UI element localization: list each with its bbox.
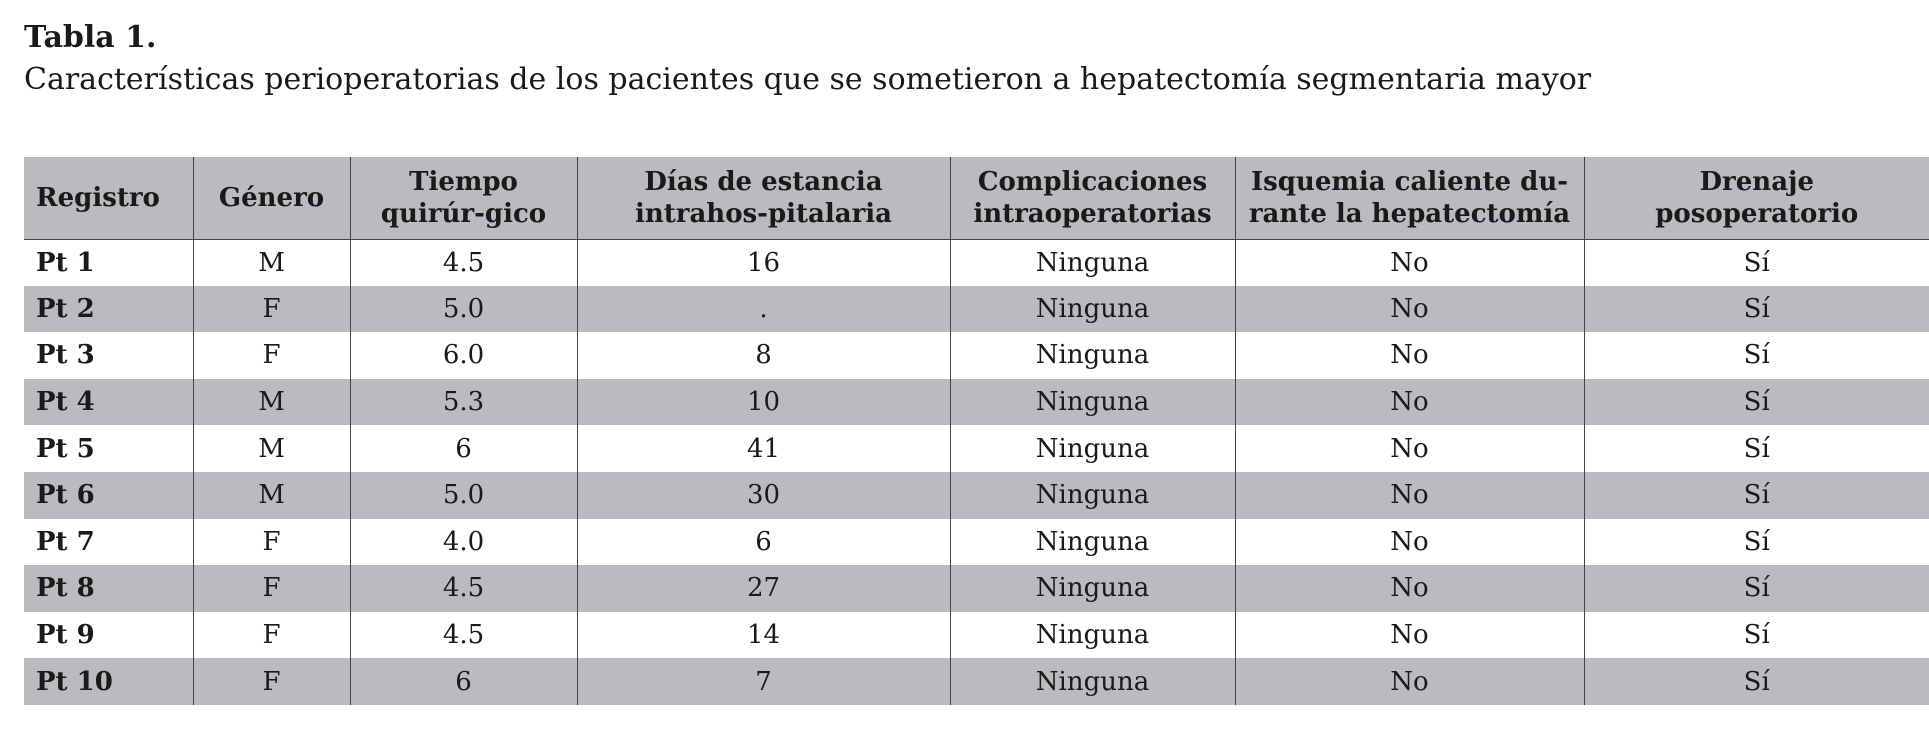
cell-complicaciones: Ninguna bbox=[950, 425, 1235, 472]
cell-registro: Pt 6 bbox=[24, 472, 193, 519]
table-row bbox=[24, 379, 1929, 426]
header-drenaje: Drenaje posoperatorio bbox=[1584, 157, 1929, 239]
cell-complicaciones: Ninguna bbox=[950, 472, 1235, 519]
cell-tiempo: 4.5 bbox=[350, 565, 577, 612]
cell-isquemia: No bbox=[1235, 425, 1584, 472]
cell-drenaje: Sí bbox=[1584, 519, 1929, 566]
header-registro: Registro bbox=[24, 157, 193, 239]
header-complicaciones: Complicaciones intraoperatorias bbox=[950, 157, 1235, 239]
cell-dias: 7 bbox=[577, 658, 950, 705]
cell-dias: 6 bbox=[577, 519, 950, 566]
cell-complicaciones: Ninguna bbox=[950, 519, 1235, 566]
cell-registro: Pt 8 bbox=[24, 565, 193, 612]
cell-dias: 30 bbox=[577, 472, 950, 519]
cell-isquemia: No bbox=[1235, 472, 1584, 519]
header-row bbox=[24, 157, 1929, 239]
cell-genero: F bbox=[193, 565, 350, 612]
cell-isquemia: No bbox=[1235, 239, 1584, 286]
cell-isquemia: No bbox=[1235, 286, 1584, 333]
cell-tiempo: 6 bbox=[350, 425, 577, 472]
cell-dias: . bbox=[577, 286, 950, 333]
cell-drenaje: Sí bbox=[1584, 239, 1929, 286]
cell-complicaciones: Ninguna bbox=[950, 239, 1235, 286]
cell-isquemia: No bbox=[1235, 519, 1584, 566]
table-row bbox=[24, 286, 1929, 333]
cell-isquemia: No bbox=[1235, 658, 1584, 705]
table-row bbox=[24, 519, 1929, 566]
cell-drenaje: Sí bbox=[1584, 565, 1929, 612]
cell-drenaje: Sí bbox=[1584, 612, 1929, 659]
cell-complicaciones: Ninguna bbox=[950, 565, 1235, 612]
cell-genero: F bbox=[193, 519, 350, 566]
cell-dias: 10 bbox=[577, 379, 950, 426]
cell-registro: Pt 2 bbox=[24, 286, 193, 333]
cell-genero: M bbox=[193, 425, 350, 472]
cell-isquemia: No bbox=[1235, 565, 1584, 612]
cell-dias: 41 bbox=[577, 425, 950, 472]
table-row bbox=[24, 612, 1929, 659]
cell-genero: F bbox=[193, 286, 350, 333]
cell-registro: Pt 7 bbox=[36, 526, 95, 557]
cell-genero: M bbox=[193, 472, 350, 519]
table-row bbox=[24, 658, 1929, 705]
table-row bbox=[24, 425, 1929, 472]
cell-genero: M bbox=[193, 239, 350, 286]
table-row bbox=[24, 332, 1929, 379]
cell-complicaciones: Ninguna bbox=[950, 612, 1235, 659]
cell-drenaje: Sí bbox=[1584, 472, 1929, 519]
header-dias-estancia: Días de estancia intrahos-pitalaria bbox=[577, 157, 950, 239]
cell-complicaciones: Ninguna bbox=[950, 332, 1235, 379]
cell-tiempo: 4.0 bbox=[350, 519, 577, 566]
caption-label: Tabla 1. bbox=[24, 20, 157, 55]
cell-drenaje: Sí bbox=[1584, 286, 1929, 333]
table-row bbox=[24, 565, 1929, 612]
cell-tiempo: 6.0 bbox=[350, 332, 577, 379]
cell-registro: Pt 1 bbox=[36, 247, 95, 278]
cell-isquemia: No bbox=[1235, 332, 1584, 379]
cell-tiempo: 4.5 bbox=[350, 239, 577, 286]
cell-tiempo: 5.3 bbox=[350, 379, 577, 426]
cell-registro: Pt 5 bbox=[36, 433, 95, 464]
cell-tiempo: 5.0 bbox=[350, 472, 577, 519]
cell-registro: Pt 9 bbox=[36, 620, 95, 651]
cell-complicaciones: Ninguna bbox=[950, 286, 1235, 333]
cell-dias: 14 bbox=[577, 612, 950, 659]
cell-isquemia: No bbox=[1235, 379, 1584, 426]
cell-genero: F bbox=[193, 612, 350, 659]
caption-title: Características perioperatorias de los pacientes que se sometieron a hepatectomía segmentaria mayor bbox=[24, 62, 1592, 97]
header-tiempo-quirurgico: Tiempo quirúr-gico bbox=[350, 157, 577, 239]
header-isquemia: Isquemia caliente du-rante la hepatectomía bbox=[1235, 157, 1584, 239]
cell-complicaciones: Ninguna bbox=[950, 658, 1235, 705]
cell-registro: Pt 4 bbox=[24, 379, 193, 426]
cell-drenaje: Sí bbox=[1584, 425, 1929, 472]
cell-drenaje: Sí bbox=[1584, 332, 1929, 379]
table-caption bbox=[24, 18, 1591, 102]
perioperative-table bbox=[24, 157, 1929, 705]
cell-isquemia: No bbox=[1235, 612, 1584, 659]
cell-drenaje: Sí bbox=[1584, 658, 1929, 705]
cell-dias: 16 bbox=[577, 239, 950, 286]
cell-dias: 8 bbox=[577, 332, 950, 379]
cell-complicaciones: Ninguna bbox=[950, 379, 1235, 426]
cell-genero: F bbox=[193, 658, 350, 705]
cell-drenaje: Sí bbox=[1584, 379, 1929, 426]
cell-genero: M bbox=[193, 379, 350, 426]
cell-registro: Pt 10 bbox=[24, 658, 193, 705]
cell-dias: 27 bbox=[577, 565, 950, 612]
table-row bbox=[24, 472, 1929, 519]
table-row bbox=[24, 239, 1929, 286]
cell-genero: F bbox=[193, 332, 350, 379]
cell-registro: Pt 3 bbox=[36, 340, 95, 371]
cell-tiempo: 5.0 bbox=[350, 286, 577, 333]
cell-tiempo: 4.5 bbox=[350, 612, 577, 659]
cell-tiempo: 6 bbox=[350, 658, 577, 705]
header-genero: Género bbox=[193, 157, 350, 239]
